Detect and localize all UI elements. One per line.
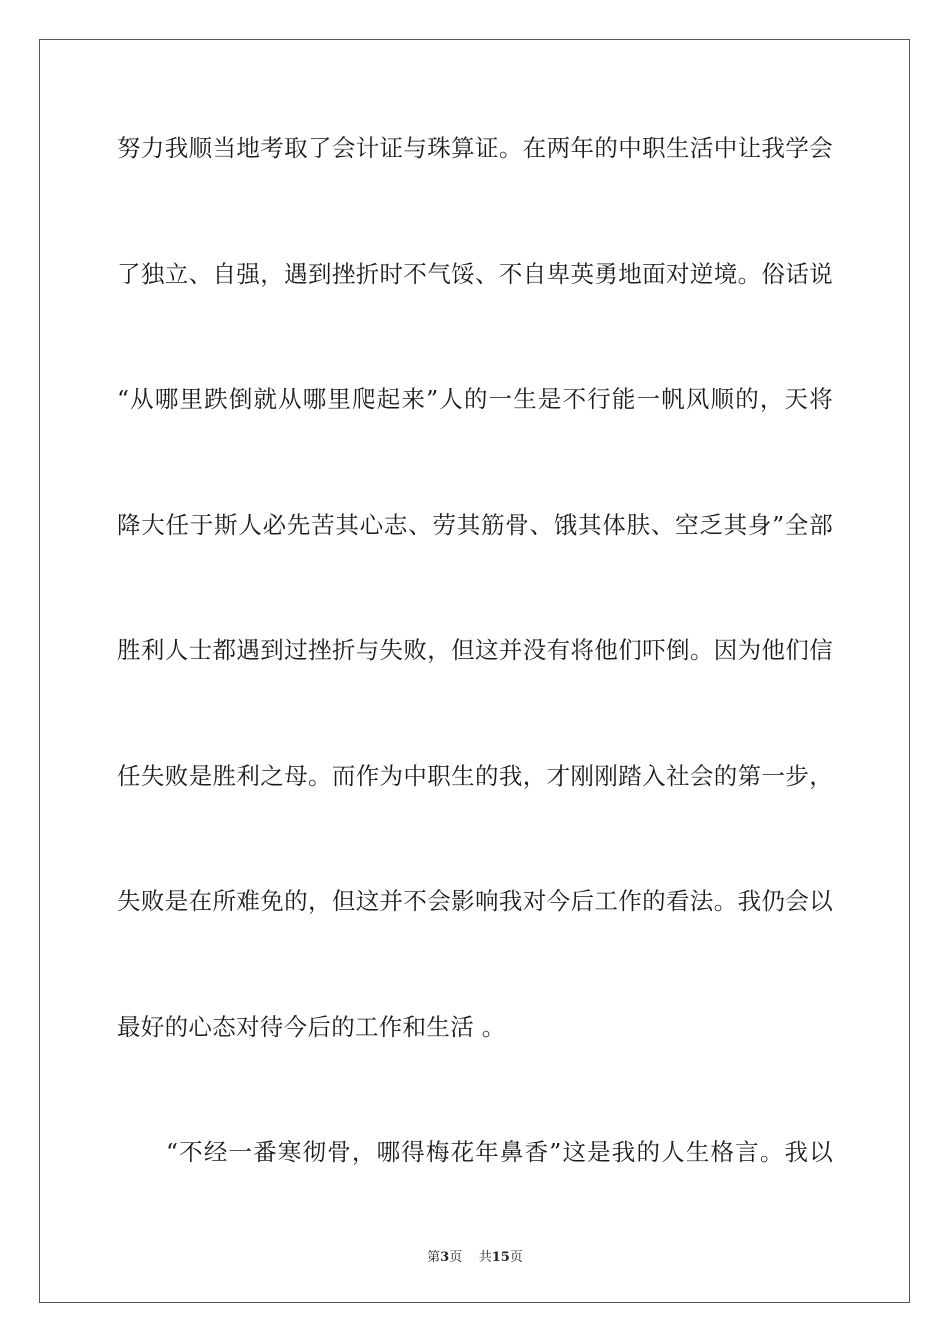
total-suffix: 页 (509, 1250, 523, 1265)
page-number: 3 (440, 1250, 450, 1265)
page-prefix: 第 (427, 1250, 441, 1265)
text-line: “不经一番寒彻骨，哪得梅花年鼻香”这是我的人生格言。我以 (166, 1138, 833, 1166)
total-pages: 15 (491, 1250, 510, 1265)
text-line: 降大任于斯人必先苦其心志、劳其筋骨、饿其体肤、空乏其身”全部 (117, 510, 833, 539)
text-line: 了独立、自强，遇到挫折时不气馁、不自卑英勇地面对逆境。俗话说 (117, 259, 833, 288)
page-footer (0, 1246, 950, 1265)
text-line: 任失败是胜利之母。而作为中职生的我，才刚刚踏入社会的第一步， (117, 761, 833, 790)
body-text (117, 128, 833, 1258)
text-line: “从哪里跌倒就从哪里爬起来”人的一生是不行能一帆风顺的，天将 (117, 385, 833, 413)
page-suffix: 页 (449, 1250, 463, 1265)
total-prefix: 共 (478, 1250, 492, 1265)
text-line: 失败是在所难免的，但这并不会影响我对今后工作的看法。我仍会以 (117, 887, 833, 915)
text-line: 胜利人士都遇到过挫折与失败，但这并没有将他们吓倒。因为他们信 (117, 636, 833, 664)
text-line: 努力我顺当地考取了会计证与珠算证。在两年的中职生活中让我学会 (117, 134, 833, 162)
text-line: 最好的心态对待今后的工作和生活 。 (117, 1012, 506, 1041)
